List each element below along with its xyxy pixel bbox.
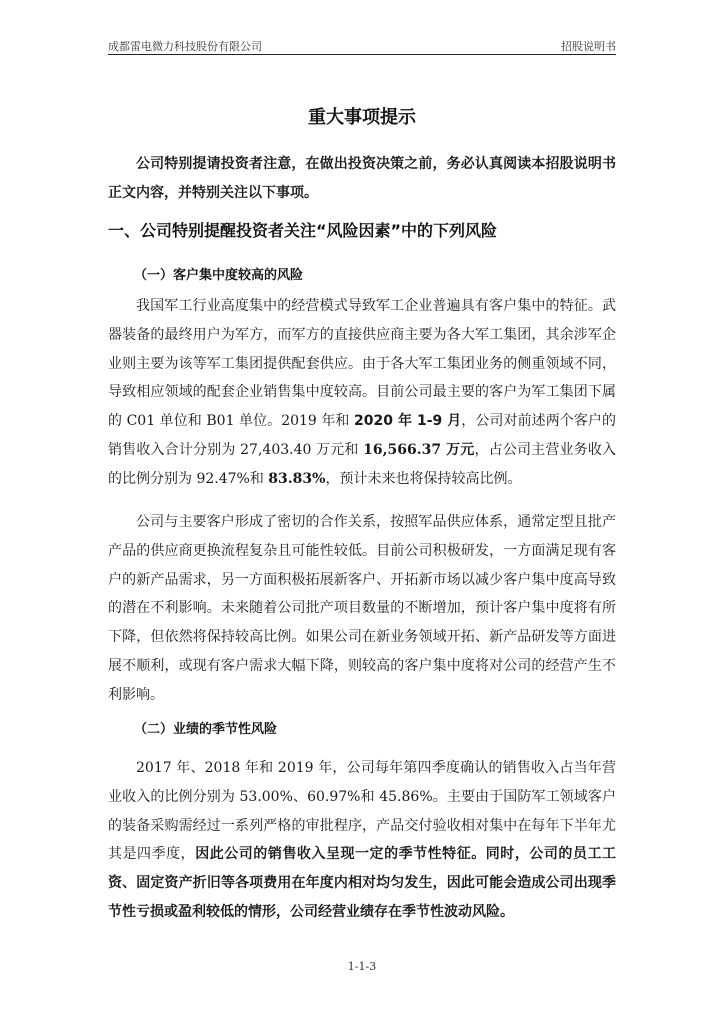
section-heading-risks: 一、公司特别提醒投资者关注“风险因素”中的下列风险 <box>108 221 498 240</box>
text-run: ，预计未来也将保持较高比例。 <box>325 470 522 487</box>
customer-concentration-paragraph-1 <box>108 292 616 494</box>
highlight-ratio: 83.83% <box>268 470 326 487</box>
text-run: 2017 年、2018 年和 2019 年，公司每年第四季度确认的销售收入占当年营业收入的比例分别为 53.00%、60.97%和 45.86%。主要由于国防军工领域客户的装备采购需经过一系列严格的审批程序，产品交付验收相对集中在每年下半年尤其是四季度， <box>108 760 616 863</box>
text-run: ，占公司主营业务收入的比例分别为 92.47%和 <box>108 441 617 487</box>
page-number: 1-1-3 <box>347 960 377 973</box>
seasonality-paragraph <box>108 754 616 927</box>
subsection-heading-customer-concentration: （一）客户集中度较高的风险 <box>134 268 304 283</box>
text-run: 我国军工行业高度集中的经营模式导致军工企业普遍具有客户集中的特征。武器装备的最终用户为军方，而军方的直接供应商主要为各大军工集团，其余涉军企业则主要为该等军工集团提供配套供应。由于各大军工集团业务的侧重领域不同，导致相应领域的配套企业销售集中度较高。目前公司最主要的客户为军工集团下属的 C01 单位和 B01 单位。2019 年和 <box>108 298 616 430</box>
highlight-period: 2020 年 1-9 月 <box>354 413 462 430</box>
customer-concentration-paragraph-2: 公司与主要客户形成了密切的合作关系，按照军品供应体系，通常定型且批产产品的供应商更换流程复杂且可能性较低。目前公司积极研发，一方面满足现有客户的新产品需求，另一方面积极拓展新客户、开拓新市场以减少客户集中度高导致的潜在不利影响。未来随着公司批产项目数量的不断增加，预计客户集中度将有所下降，但依然将保持较高比例。如果公司在新业务领域开拓、新产品研发等方面进展不顺利，或现有客户需求大幅下降，则较高的客户集中度将对公司的经营产生不利影响。 <box>108 514 616 703</box>
page-header <box>108 36 616 55</box>
intro-paragraph: 公司特别提请投资者注意，在做出投资决策之前，务必认真阅读本招股说明书正文内容，并特别关注以下事项。 <box>108 156 616 201</box>
bold-risk-statement: 因此公司的销售收入呈现一定的季节性特征。同时，公司的员工工资、固定资产折旧等各项费用在年度内相对均匀发生，因此可能会造成公司出现季节性亏损或盈利较低的情形，公司经营业绩存在季节性波动风险。 <box>108 846 617 920</box>
header-document-type: 招股说明书 <box>561 40 616 53</box>
subsection-heading-seasonality: （二）业绩的季节性风险 <box>134 722 278 737</box>
highlight-revenue: 16,566.37 万元 <box>363 441 475 458</box>
text-run: ，公司对前述两个客户的销售收入合计分别为 27,403.40 万元和 <box>108 413 616 458</box>
page-title: 重大事项提示 <box>308 107 416 128</box>
header-company-name: 成都雷电微力科技股份有限公司 <box>108 40 262 53</box>
